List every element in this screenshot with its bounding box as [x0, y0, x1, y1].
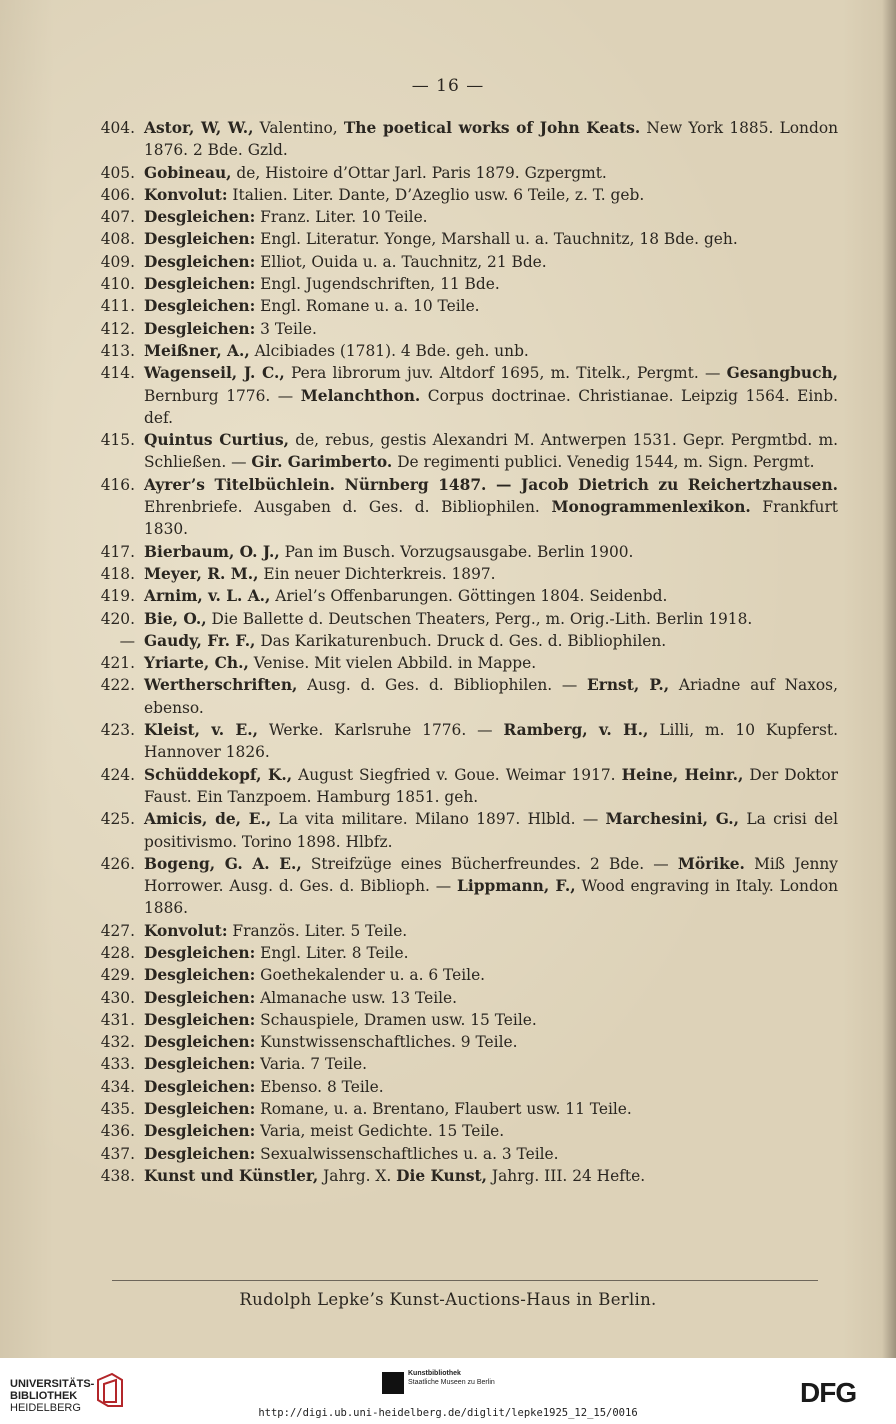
entry-author-title: Melanchthon.: [300, 386, 421, 405]
entry-number: 416.: [100, 475, 135, 494]
entry-description: Romane, u. a. Brentano, Flaubert usw. 11 Teile.: [255, 1100, 632, 1119]
entry-author-title: The poetical works of John Keats.: [343, 119, 641, 137]
entry-author-title: Gaudy, Fr. F.,: [144, 631, 256, 650]
catalog-entry: [96, 942, 838, 964]
entry-number: 437.: [100, 1144, 135, 1163]
entry-text: [144, 1076, 838, 1098]
catalog-entry: [96, 295, 838, 317]
catalog-entry: [96, 563, 838, 585]
entry-text: [144, 942, 838, 964]
entry-text: [144, 1009, 838, 1031]
entry-author-title: Desgleichen:: [144, 1033, 256, 1052]
page-url[interactable]: http://digi.ub.uni-heidelberg.de/diglit/lepke1925_12_15/0016: [258, 1407, 638, 1419]
catalog-entry: [96, 340, 838, 362]
entry-text: [144, 318, 838, 340]
entry-author-title: Desgleichen:: [144, 1055, 256, 1074]
entry-text: [144, 117, 838, 162]
catalog-entry: [96, 117, 838, 162]
entry-number: 419.: [100, 587, 135, 606]
entry-author-title: Monogrammenlexikon.: [551, 498, 751, 517]
entry-text: [144, 1165, 838, 1187]
kunstbibliothek-label[interactable]: [408, 1369, 495, 1387]
catalog-entry: [96, 429, 838, 474]
page-footer: Rudolph Lepke’s Kunst-Auctions-Haus in Berlin.: [239, 1290, 657, 1309]
catalog-entry: [96, 1143, 838, 1165]
entry-number: 406.: [100, 185, 135, 204]
entry-description: Goethekalender u. a. 6 Teile.: [255, 966, 486, 985]
entry-text: [144, 630, 838, 652]
entry-text: [144, 1143, 838, 1165]
kunstbibliothek-logo-icon: [382, 1372, 404, 1394]
entry-text: [144, 1031, 838, 1053]
entry-description: La vita militare. Milano 1897. Hlbld. —: [271, 810, 606, 829]
entry-description: 3 Teile.: [255, 319, 317, 338]
entry-number: 428.: [100, 943, 135, 962]
ub-heidelberg-emblem-icon: [92, 1370, 126, 1410]
entry-number: 412.: [100, 319, 135, 338]
catalog-entry: [96, 1120, 838, 1142]
entry-author-title: Desgleichen:: [144, 230, 256, 249]
entry-author-title: Lippmann, F.,: [457, 877, 576, 896]
entry-description: Elliot, Ouida u. a. Tauchnitz, 21 Bde.: [255, 252, 547, 271]
entry-description: La crisi del positivismo. Torino 1898. Hlbfz.: [144, 810, 838, 851]
page-number: — 16 —: [411, 76, 485, 96]
entry-text: [144, 585, 838, 607]
entry-description: Miß Jenny Horrower. Ausg. d. Ges. d. Biblioph. —: [144, 854, 838, 896]
entry-description: Venise. Mit vielen Abbild. in Mappe.: [248, 654, 537, 673]
page-edge-shadow: [882, 0, 896, 1358]
entry-author-title: Desgleichen:: [144, 1077, 256, 1096]
entry-text: [144, 674, 838, 719]
entry-description: Sexualwissenschaftliches u. a. 3 Teile.: [255, 1144, 559, 1163]
entry-number: 413.: [100, 341, 135, 360]
entry-author-title: Ernst, P.,: [587, 676, 670, 695]
entry-description: Almanache usw. 13 Teile.: [255, 988, 458, 1007]
entry-author-title: Heine, Heinr.,: [621, 765, 744, 784]
entry-text: [144, 206, 838, 228]
entry-author-title: Bogeng, G. A. E.,: [144, 854, 302, 873]
entry-text: [144, 340, 838, 362]
entry-author-title: Wertherschriften,: [144, 676, 298, 695]
entry-description: Ein neuer Dichterkreis. 1897.: [258, 564, 496, 583]
entry-description: Alcibiades (1781). 4 Bde. geh. unb.: [249, 341, 529, 360]
ub-line-2: BIBLIOTHEK: [10, 1390, 78, 1402]
catalog-entry: [96, 1098, 838, 1120]
entry-number: 425.: [100, 810, 135, 829]
entry-description: Kunstwissenschaftliches. 9 Teile.: [255, 1033, 518, 1052]
entry-number: 408.: [100, 230, 135, 249]
entry-author-title: Astor, W, W.,: [144, 119, 254, 137]
entry-author-title: Desgleichen:: [144, 1100, 256, 1119]
entry-description: Schauspiele, Dramen usw. 15 Teile.: [255, 1010, 537, 1029]
catalog-entry: [96, 764, 838, 809]
entry-description: Jahrg. III. 24 Hefte.: [487, 1166, 646, 1185]
entry-author-title: Desgleichen:: [144, 1010, 256, 1029]
entry-number: 420.: [100, 609, 135, 628]
entry-text: [144, 987, 838, 1009]
entry-number: 417.: [100, 542, 135, 561]
entry-number: 426.: [100, 854, 135, 873]
catalog-entry: [96, 206, 838, 228]
entry-author-title: Desgleichen:: [144, 966, 256, 985]
catalog-entry: [96, 251, 838, 273]
catalog-entry: [96, 541, 838, 563]
entry-description: Italien. Liter. Dante, D’Azeglio usw. 6 Teile, z. T. geb.: [227, 185, 645, 204]
catalog-entry: [96, 608, 838, 630]
entry-description: Ausg. d. Ges. d. Bibliophilen. —: [297, 676, 588, 695]
entry-text: [144, 295, 838, 317]
entry-author-title: Desgleichen:: [144, 275, 256, 294]
entry-text: [144, 764, 838, 809]
entry-description: Pera librorum juv. Altdorf 1695, m. Titelk., Pergmt. —: [284, 364, 727, 383]
entry-number: 414.: [100, 364, 135, 383]
entry-number: 404.: [100, 119, 135, 137]
catalog-entry: [96, 808, 838, 853]
catalog-entry: [96, 1031, 838, 1053]
entry-author-title: Kunst und Künstler,: [144, 1166, 319, 1185]
catalog-entry: [96, 674, 838, 719]
entry-number: 421.: [100, 654, 135, 673]
entry-description: Frankfurt 1830.: [144, 498, 838, 539]
entry-description: De regimenti publici. Venedig 1544, m. Sign. Pergmt.: [392, 453, 815, 472]
catalog-entry: [96, 1053, 838, 1075]
entry-number: 423.: [100, 721, 135, 740]
entry-number: 434.: [100, 1077, 135, 1096]
entry-description: Wood engraving in Italy. London 1886.: [144, 877, 838, 918]
entry-author-title: Meyer, R. M.,: [144, 564, 259, 583]
entry-description: Engl. Jugendschriften, 11 Bde.: [255, 275, 500, 294]
entry-description: Ariadne auf Naxos, ebenso.: [144, 676, 838, 717]
catalog-entry: [96, 585, 838, 607]
entry-description: Die Ballette d. Deutschen Theaters, Perg., m. Orig.-Lith. Berlin 1918.: [206, 609, 753, 628]
entry-author-title: Konvolut:: [144, 185, 228, 204]
kb-line-1: Kunstbibliothek: [408, 1370, 461, 1377]
entry-author-title: Bierbaum, O. J.,: [144, 542, 280, 561]
entry-description: Engl. Romane u. a. 10 Teile.: [255, 297, 480, 316]
entry-description: Ebenso. 8 Teile.: [255, 1077, 384, 1096]
entry-number: 435.: [100, 1100, 135, 1119]
entry-number: 433.: [100, 1055, 135, 1074]
entry-number: —: [119, 631, 135, 650]
entry-author-title: Bie, O.,: [144, 609, 207, 628]
catalog-entry: [96, 318, 838, 340]
entry-description: Werke. Karlsruhe 1776. —: [257, 721, 504, 740]
ub-line-3: HEIDELBERG: [10, 1402, 81, 1414]
entry-text: [144, 808, 838, 853]
entry-description: Lilli, m. 10 Kupferst. Hannover 1826.: [144, 721, 838, 762]
entry-text: [144, 652, 838, 674]
entry-description: Engl. Liter. 8 Teile.: [255, 943, 409, 962]
entry-description: de, rebus, gestis Alexandri M. Antwerpen 1531. Gepr. Pergmtbd. m. Schließen. —: [144, 431, 839, 472]
entry-text: [144, 608, 838, 630]
entry-author-title: Yriarte, Ch.,: [144, 654, 249, 673]
entry-author-title: Ayrer’s Titelbüchlein. Nürnberg 1487. — Jacob Dietrich zu Reichertzhausen.: [144, 475, 838, 494]
catalog-entry: [96, 719, 838, 764]
entry-description: Pan im Busch. Vorzugsausgabe. Berlin 1900.: [279, 542, 634, 561]
catalog-entry: [96, 1076, 838, 1098]
entry-author-title: Kleist, v. E.,: [144, 721, 258, 740]
entry-author-title: Desgleichen:: [144, 252, 256, 271]
entry-text: [144, 1053, 838, 1075]
entry-text: [144, 1120, 838, 1142]
entry-number: 438.: [100, 1166, 135, 1185]
catalog-entry: [96, 474, 838, 541]
entry-author-title: Konvolut:: [144, 921, 228, 940]
entry-text: [144, 853, 838, 920]
catalog-entry: [96, 273, 838, 295]
entry-description: Varia, meist Gedichte. 15 Teile.: [255, 1122, 505, 1141]
ub-line-1: UNIVERSITÄTS-: [10, 1378, 95, 1390]
catalog-entry: [96, 362, 838, 429]
entry-number: 405.: [100, 163, 135, 182]
entry-description: Valentino,: [253, 119, 344, 137]
entry-author-title: Ramberg, v. H.,: [503, 721, 649, 740]
entry-text: [144, 228, 838, 250]
entry-text: [144, 184, 838, 206]
entry-number: 422.: [100, 676, 135, 695]
entry-text: [144, 541, 838, 563]
entry-description: Französ. Liter. 5 Teile.: [227, 921, 408, 940]
entry-number: 411.: [100, 297, 135, 316]
entry-text: [144, 964, 838, 986]
entry-text: [144, 563, 838, 585]
entry-text: [144, 474, 838, 541]
entry-number: 407.: [100, 208, 135, 227]
entry-description: Der Doktor Faust. Ein Tanzpoem. Hamburg 1851. geh.: [144, 765, 838, 806]
catalog-entry: [96, 964, 838, 986]
entry-author-title: Quintus Curtius,: [144, 431, 289, 450]
entry-author-title: Desgleichen:: [144, 1144, 256, 1163]
catalog-entry: [96, 920, 838, 942]
entry-number: 424.: [100, 765, 135, 784]
catalog-entry: [96, 853, 838, 920]
entry-author-title: Desgleichen:: [144, 1122, 256, 1141]
entry-description: August Siegfried v. Goue. Weimar 1917.: [292, 765, 622, 784]
entry-author-title: Gobineau,: [144, 163, 232, 182]
dfg-logo[interactable]: DFG: [800, 1377, 857, 1408]
catalog-entry: [96, 1009, 838, 1031]
entry-description: Engl. Literatur. Yonge, Marshall u. a. Tauchnitz, 18 Bde. geh.: [255, 230, 738, 249]
entry-description: Franz. Liter. 10 Teile.: [255, 208, 428, 227]
kb-line-2: Staatliche Museen zu Berlin: [408, 1379, 495, 1386]
entry-number: 429.: [100, 966, 135, 985]
entry-number: 431.: [100, 1010, 135, 1029]
entry-number: 436.: [100, 1122, 135, 1141]
entry-number: 415.: [100, 431, 135, 450]
catalog-entry: [96, 652, 838, 674]
entry-text: [144, 273, 838, 295]
entry-author-title: Mörike.: [677, 854, 745, 873]
entry-author-title: Amicis, de, E.,: [144, 810, 272, 829]
entry-author-title: Desgleichen:: [144, 297, 256, 316]
entry-number: 430.: [100, 988, 135, 1007]
catalog-entry: [96, 1165, 838, 1187]
entry-author-title: Die Kunst,: [396, 1166, 488, 1185]
entry-text: [144, 1098, 838, 1120]
catalog-entry: [96, 987, 838, 1009]
entry-text: [144, 920, 838, 942]
entry-author-title: Meißner, A.,: [144, 341, 250, 360]
catalog-entry: [96, 162, 838, 184]
entry-description: Corpus doctrinae. Christianae. Leipzig 1564. Einb. def.: [144, 386, 838, 427]
entry-number: 427.: [100, 921, 135, 940]
entry-author-title: Arnim, v. L. A.,: [144, 587, 271, 606]
entry-description: Ehrenbriefe. Ausgaben d. Ges. d. Bibliophilen.: [144, 498, 552, 517]
entry-author-title: Gesangbuch,: [726, 364, 838, 383]
entry-author-title: Marchesini, G.,: [605, 810, 740, 829]
entry-author-title: Desgleichen:: [144, 988, 256, 1007]
entry-description: de, Histoire d’Ottar Jarl. Paris 1879. Gzpergmt.: [231, 163, 607, 182]
entry-author-title: Wagenseil, J. C.,: [144, 364, 285, 383]
entry-description: Bernburg 1776. —: [144, 386, 301, 405]
entry-number: 418.: [100, 564, 135, 583]
entry-description: Streifzüge eines Bücherfreundes. 2 Bde. —: [301, 854, 678, 873]
catalog-entry: [96, 184, 838, 206]
entry-text: [144, 162, 838, 184]
entry-description: New York 1885. London 1876. 2 Bde. Gzld.: [144, 119, 838, 160]
entry-description: Ariel’s Offenbarungen. Göttingen 1804. Seidenbd.: [270, 587, 668, 606]
entry-description: Varia. 7 Teile.: [255, 1055, 367, 1074]
entry-number: 432.: [100, 1033, 135, 1052]
entry-description: Das Karikaturenbuch. Druck d. Ges. d. Bibliophilen.: [255, 631, 667, 650]
entry-author-title: Desgleichen:: [144, 208, 256, 227]
entry-text: [144, 362, 838, 429]
entry-author-title: Gir. Garimberto.: [251, 453, 393, 472]
entry-author-title: Desgleichen:: [144, 319, 256, 338]
entry-text: [144, 719, 838, 764]
entry-description: Jahrg. X.: [318, 1166, 397, 1185]
entry-author-title: Desgleichen:: [144, 943, 256, 962]
entry-author-title: Schüddekopf, K.,: [144, 765, 293, 784]
entry-number: 409.: [100, 252, 135, 271]
entry-text: [144, 251, 838, 273]
catalog-entry: [96, 228, 838, 250]
catalog-entry: [96, 630, 838, 652]
entry-number: 410.: [100, 275, 135, 294]
entry-text: [144, 429, 838, 474]
catalog-entries: [96, 117, 838, 1187]
footer-rule: [112, 1280, 818, 1281]
